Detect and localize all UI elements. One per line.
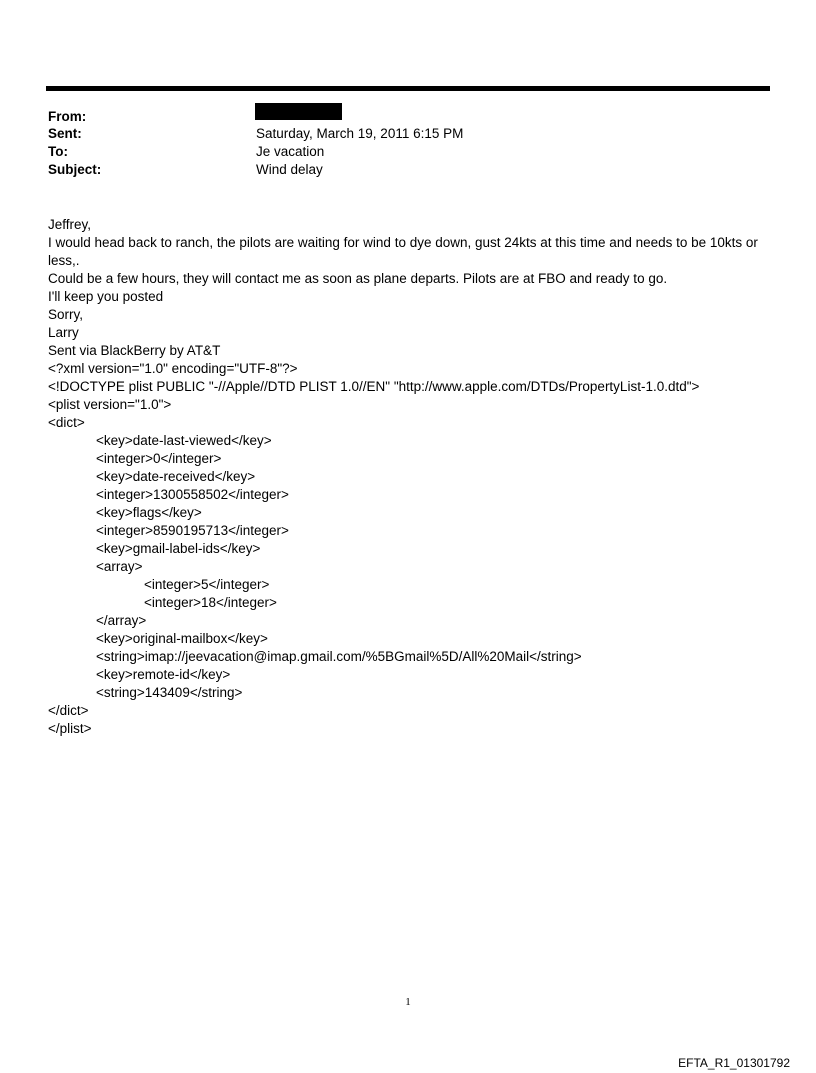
plist-line: <plist version="1.0"> (48, 397, 172, 412)
plist-line: <key>date-received</key> (96, 469, 256, 484)
bates-number: EFTA_R1_01301792 (678, 1056, 790, 1070)
subject-label: Subject: (48, 162, 102, 177)
plist-line: </array> (96, 613, 147, 628)
greeting: Jeffrey, (48, 217, 92, 232)
closing: Sorry, (48, 307, 84, 322)
plist-line: <array> (96, 559, 143, 574)
sent-value: Saturday, March 19, 2011 6:15 PM (256, 126, 464, 141)
plist-line: <key>original-mailbox</key> (96, 631, 268, 646)
plist-line: <key>gmail-label-ids</key> (96, 541, 261, 556)
plist-line: <key>remote-id</key> (96, 667, 231, 682)
body-paragraph: I would head back to ranch, the pilots are waiting for wind to dye down, gust 24kts at this time and needs to be 10kts or less,. (48, 235, 758, 268)
subject-value: Wind delay (256, 162, 323, 177)
plist-line: </dict> (48, 703, 89, 718)
plist-line: <integer>18</integer> (144, 595, 277, 610)
plist-line: <key>date-last-viewed</key> (96, 433, 272, 448)
to-value: Je vacation (256, 144, 325, 159)
redaction-block (255, 103, 342, 120)
plist-line: </plist> (48, 721, 92, 736)
from-label: From: (48, 109, 87, 124)
plist-line: <!DOCTYPE plist PUBLIC "-//Apple//DTD PLIST 1.0//EN" "http://www.apple.com/DTDs/PropertyList-1.0.dtd"> (48, 379, 700, 394)
header-divider (46, 86, 770, 91)
plist-line: <integer>1300558502</integer> (96, 487, 289, 502)
plist-line: <dict> (48, 415, 85, 430)
page-number: 1 (405, 996, 411, 1008)
email-body (48, 216, 772, 738)
device-signature: Sent via BlackBerry by AT&T (48, 343, 221, 358)
plist-line: <integer>5</integer> (144, 577, 270, 592)
plist-line: <integer>0</integer> (96, 451, 222, 466)
body-paragraph: Could be a few hours, they will contact me as soon as plane departs. Pilots are at FBO and ready to go. (48, 271, 668, 286)
body-paragraph: I'll keep you posted (48, 289, 164, 304)
sent-label: Sent: (48, 126, 82, 141)
plist-line: <string>143409</string> (96, 685, 243, 700)
plist-line: <key>flags</key> (96, 505, 202, 520)
signature: Larry (48, 325, 79, 340)
plist-line: <integer>8590195713</integer> (96, 523, 289, 538)
to-label: To: (48, 144, 68, 159)
plist-line: <?xml version="1.0" encoding="UTF-8"?> (48, 361, 298, 376)
plist-line: <string>imap://jeevacation@imap.gmail.com/%5BGmail%5D/All%20Mail</string> (96, 649, 582, 664)
